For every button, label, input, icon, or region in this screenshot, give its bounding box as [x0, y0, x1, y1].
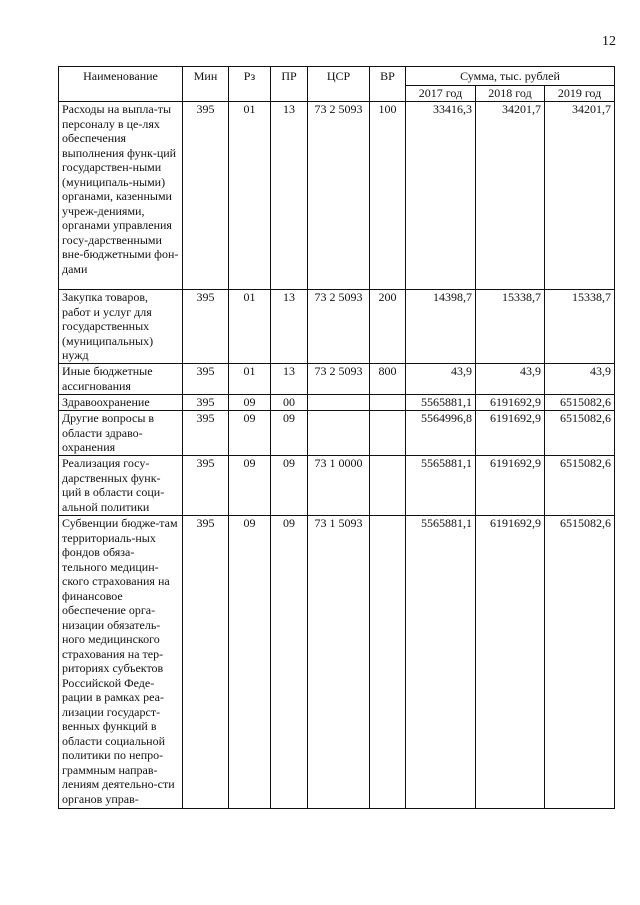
row-2017: 5565881,1 [406, 516, 476, 809]
row-pr: 13 [271, 290, 308, 364]
row-name: Здравоохранение [59, 395, 183, 411]
row-2017: 43,9 [406, 364, 476, 395]
header-sum: Сумма, тыс. рублей [406, 67, 615, 86]
row-name: Реализация госу-дарственных функ-ций в области соци-альной политики [59, 456, 183, 516]
row-2017: 33416,3 [406, 102, 476, 290]
row-vr [370, 516, 406, 809]
row-rz: 09 [229, 411, 271, 456]
table-row [59, 102, 615, 290]
row-2018: 6191692,9 [476, 395, 545, 411]
row-rz: 01 [229, 290, 271, 364]
row-min: 395 [183, 456, 229, 516]
row-rz: 09 [229, 395, 271, 411]
row-2019: 43,9 [545, 364, 615, 395]
page-number: 12 [602, 34, 616, 49]
table-row [59, 364, 615, 395]
row-2018: 34201,7 [476, 102, 545, 290]
row-min: 395 [183, 411, 229, 456]
row-pr: 13 [271, 364, 308, 395]
row-2018: 43,9 [476, 364, 545, 395]
row-2019: 15338,7 [545, 290, 615, 364]
row-min: 395 [183, 102, 229, 290]
table-row [59, 411, 615, 456]
row-vr: 800 [370, 364, 406, 395]
row-2019: 34201,7 [545, 102, 615, 290]
row-pr: 09 [271, 456, 308, 516]
table-header [59, 67, 615, 102]
row-2017: 5565881,1 [406, 395, 476, 411]
header-rz: Рз [229, 67, 271, 102]
row-min: 395 [183, 364, 229, 395]
row-rz: 01 [229, 102, 271, 290]
row-vr [370, 411, 406, 456]
row-name: Другие вопросы в области здраво-охранения [59, 411, 183, 456]
header-name: Наименование [59, 67, 183, 102]
row-2019: 6515082,6 [545, 395, 615, 411]
row-2019: 6515082,6 [545, 456, 615, 516]
row-csr: 73 2 5093 [308, 290, 370, 364]
row-2019: 6515082,6 [545, 411, 615, 456]
table-row [59, 456, 615, 516]
header-year-2019: 2019 год [545, 86, 615, 102]
row-rz: 09 [229, 456, 271, 516]
row-csr [308, 411, 370, 456]
row-2018: 6191692,9 [476, 456, 545, 516]
row-csr: 73 2 5093 [308, 364, 370, 395]
row-vr [370, 456, 406, 516]
row-csr: 73 1 0000 [308, 456, 370, 516]
row-name: Расходы на выпла-ты персоналу в це-лях обеспечения выполнения функ-ций государствен-ными (муниципаль-ными) органами, казенными учреж-дениями, органами управления госу-дарственными вне-бюджетными фон-дами [59, 102, 183, 290]
row-name: Иные бюджетные ассигнования [59, 364, 183, 395]
row-name: Закупка товаров, работ и услуг для государственных (муниципальных) нужд [59, 290, 183, 364]
row-vr: 200 [370, 290, 406, 364]
row-rz: 01 [229, 364, 271, 395]
row-min: 395 [183, 516, 229, 809]
row-vr: 100 [370, 102, 406, 290]
row-pr: 09 [271, 516, 308, 809]
row-2018: 6191692,9 [476, 411, 545, 456]
table-row [59, 290, 615, 364]
row-vr [370, 395, 406, 411]
header-min: Мин [183, 67, 229, 102]
row-csr: 73 2 5093 [308, 102, 370, 290]
header-pr: ПР [271, 67, 308, 102]
row-min: 395 [183, 290, 229, 364]
row-min: 395 [183, 395, 229, 411]
row-2017: 5565881,1 [406, 456, 476, 516]
budget-table [58, 66, 615, 809]
row-csr [308, 395, 370, 411]
row-pr: 13 [271, 102, 308, 290]
header-csr: ЦСР [308, 67, 370, 102]
table-row [59, 395, 615, 411]
header-vr: ВР [370, 67, 406, 102]
row-name: Субвенции бюдже-там территориаль-ных фондов обяза-тельного медицин-ского страхования на финансовое обеспечение орга-низации обязатель-ного медицинского страхования на тер-риториях субъектов Российской Феде-рации в рамках реа-лизации государст-венных функций в области социальной политики по непро-граммным направ-лениям деятельно-сти органов управ- [59, 516, 183, 809]
row-2018: 6191692,9 [476, 516, 545, 809]
row-pr: 00 [271, 395, 308, 411]
row-rz: 09 [229, 516, 271, 809]
header-year-2018: 2018 год [476, 86, 545, 102]
header-year-2017: 2017 год [406, 86, 476, 102]
row-2017: 14398,7 [406, 290, 476, 364]
row-2019: 6515082,6 [545, 516, 615, 809]
row-csr: 73 1 5093 [308, 516, 370, 809]
row-pr: 09 [271, 411, 308, 456]
row-2018: 15338,7 [476, 290, 545, 364]
table-row [59, 516, 615, 809]
row-2017: 5564996,8 [406, 411, 476, 456]
